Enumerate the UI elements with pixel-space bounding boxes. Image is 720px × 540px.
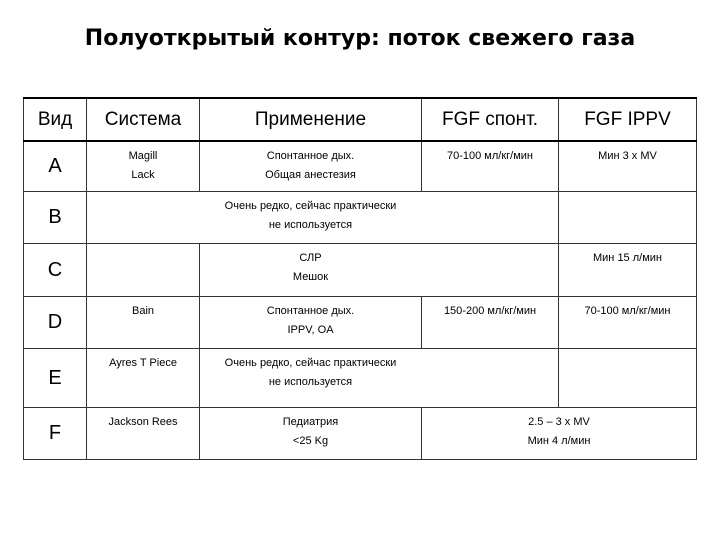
- row-fgf-spont: [422, 243, 559, 296]
- row-system: Magill Lack: [87, 141, 200, 191]
- slide-title: Полуоткрытый контур: поток свежего газа: [84, 26, 636, 51]
- row-fgf-spont: 150-200 мл/кг/мин: [422, 296, 559, 348]
- row-fgf-ippv: 70-100 мл/кг/мин: [559, 296, 697, 348]
- row-fgf-ippv: [559, 348, 697, 407]
- row-fgf-ippv: Мин 15 л/мин: [559, 243, 697, 296]
- row-kind: E: [24, 348, 87, 407]
- row-fgf-spont: [422, 191, 559, 243]
- row-kind: F: [24, 407, 87, 459]
- table-row: [24, 191, 697, 243]
- row-system: Ayres T Piece: [87, 348, 200, 407]
- header-fgf-spont: FGF спонт.: [422, 98, 559, 141]
- table-row: [24, 296, 697, 348]
- row-application: Спонтанное дых. IPPV, OA: [200, 296, 422, 348]
- row-fgf-spont: 70-100 мл/кг/мин: [422, 141, 559, 191]
- fresh-gas-flow-table: [23, 97, 697, 460]
- table-row: [24, 243, 697, 296]
- row-system: Jackson Rees: [87, 407, 200, 459]
- row-kind: A: [24, 141, 87, 191]
- table-row: [24, 141, 697, 191]
- row-system: [87, 243, 200, 296]
- row-application: Спонтанное дых. Общая анестезия: [200, 141, 422, 191]
- row-kind: D: [24, 296, 87, 348]
- header-application: Применение: [200, 98, 422, 141]
- row-system: [87, 191, 200, 243]
- row-kind: C: [24, 243, 87, 296]
- table-row: [24, 348, 697, 407]
- row-application: Педиатрия <25 Kg: [200, 407, 422, 459]
- row-application: Очень редко, сейчас практически не используется: [200, 348, 422, 407]
- header-fgf-ippv: FGF IPPV: [559, 98, 697, 141]
- header-system: Система: [87, 98, 200, 141]
- row-kind: B: [24, 191, 87, 243]
- table-row: [24, 407, 697, 459]
- row-fgf-merged: 2.5 – 3 x MV Мин 4 л/мин: [422, 407, 697, 459]
- row-fgf-ippv: Мин 3 х MV: [559, 141, 697, 191]
- header-kind: Вид: [24, 98, 87, 141]
- row-application: СЛР Мешок: [200, 243, 422, 296]
- row-fgf-ippv: [559, 191, 697, 243]
- row-fgf-spont: [422, 348, 559, 407]
- row-system: Bain: [87, 296, 200, 348]
- row-application: Очень редко, сейчас практически не используется: [200, 191, 422, 243]
- table-header-row: [24, 98, 697, 141]
